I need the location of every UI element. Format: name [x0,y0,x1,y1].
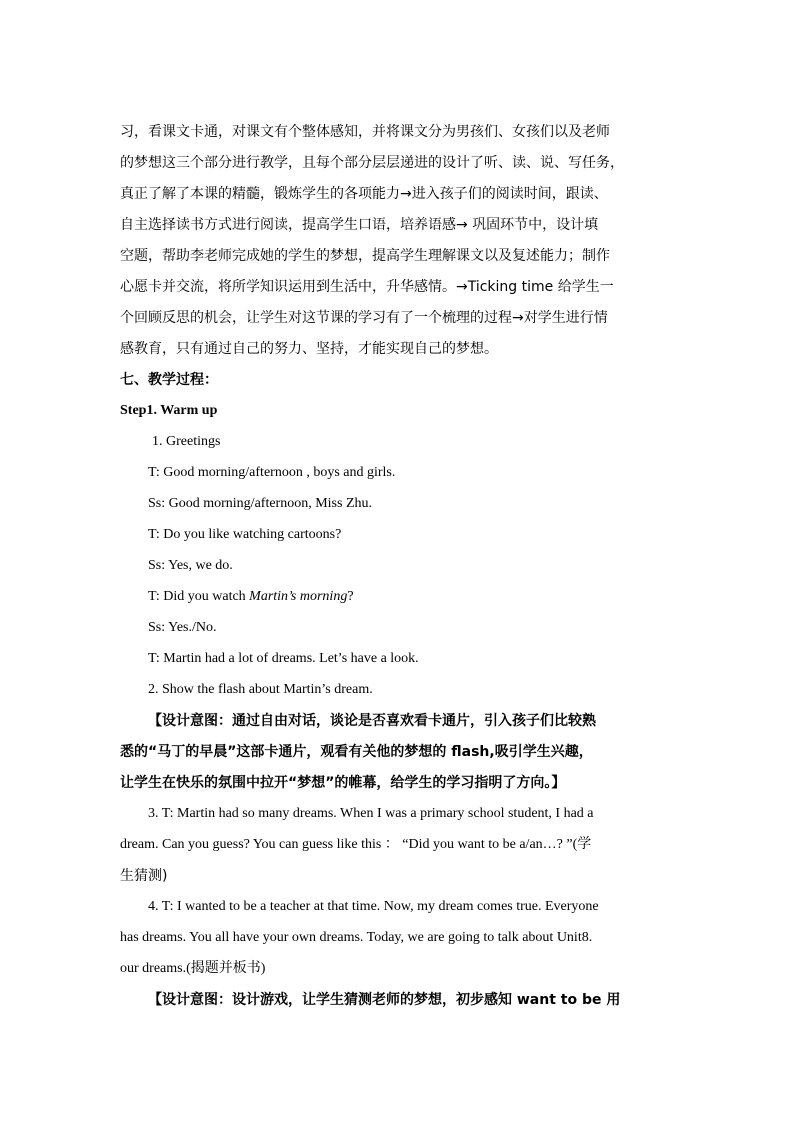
intro-line-8: 感教育，只有通过自己的努力、坚持，才能实现自己的梦想。 [120,341,498,357]
intro-line-3: 真正了解了本课的精髓，锻炼学生的各项能力→进入孩子们的阅读时间，跟读、 [120,186,608,202]
intro-line-6: 心愿卡并交流，将所学知识运用到生活中，升华感情。→Ticking time 给学生一 [120,279,614,295]
intro-line-7: 个回顾反思的机会，让学生对这节课的学习有了一个梳理的过程→对学生进行情 [120,310,608,326]
dialogue-line-7: Ss: Yes./No. [148,620,217,635]
dialogue-line-1: 1. Greetings [152,434,221,449]
intro-line-2: 的梦想这三个部分进行教学，且每个部分层层递进的设计了听、读、说、写任务， [120,155,624,171]
intro-line-1: 习，看课文卡通，对课文有个整体感知，并将课文分为男孩们、女孩们以及老师 [120,124,610,140]
para3-line-2: dream. Can you guess? You can guess like this ： “Did you want to be a/an…? ”(学 [120,837,592,852]
dialogue-line-9: 2. Show the flash about Martin’s dream. [148,682,373,697]
para3-line-3: 生猜测) [120,868,168,884]
intro-line-5: 空题，帮助李老师完成她的学生的梦想，提高学生理解课文以及复述能力；制作 [120,248,610,264]
dialogue-line-2: T: Good morning/afternoon , boys and girls. [148,465,396,480]
design-intent-2-line-1: 【设计意图：设计游戏，让学生猜测老师的梦想，初步感知 want to be 用 [148,992,621,1008]
section-heading: 七、教学过程： [120,372,218,388]
dialogue-line-4: T: Do you like watching cartoons? [148,527,342,542]
dialogue-line-8: T: Martin had a lot of dreams. Let’s have a look. [148,651,419,666]
para4-line-1: 4. T: I wanted to be a teacher at that time. Now, my dream comes true. Everyone [148,899,599,914]
para3-line-1: 3. T: Martin had so many dreams. When I was a primary school student, I had a [148,806,594,821]
design-intent-1-line-1: 【设计意图：通过自由对话，谈论是否喜欢看卡通片，引入孩子们比较熟 [148,713,596,729]
dialogue-line-6-text: T: Did you watch [148,589,250,604]
cartoon-title: Martin’s morning [249,589,348,604]
para4-line-2: has dreams. You all have your own dreams. Today, we are going to talk about Unit8. [120,930,593,945]
para4-line-3: our dreams.(揭题并板书) [120,961,266,976]
step-heading: Step1. Warm up [120,403,218,418]
question-mark: ? [347,589,354,604]
design-intent-1-line-3: 让学生在快乐的氛围中拉开“梦想”的帷幕，给学生的学习指明了方向。】 [120,775,566,791]
dialogue-line-3: Ss: Good morning/afternoon, Miss Zhu. [148,496,372,511]
intro-line-4: 自主选择读书方式进行阅读，提高学生口语，培养语感→ 巩固环节中，设计填 [120,217,599,233]
design-intent-1-line-2: 悉的“马丁的早晨”这部卡通片，观看有关他的梦想的 flash,吸引学生兴趣， [120,744,593,760]
dialogue-line-6 [148,587,354,607]
dialogue-line-5: Ss: Yes, we do. [148,558,233,573]
